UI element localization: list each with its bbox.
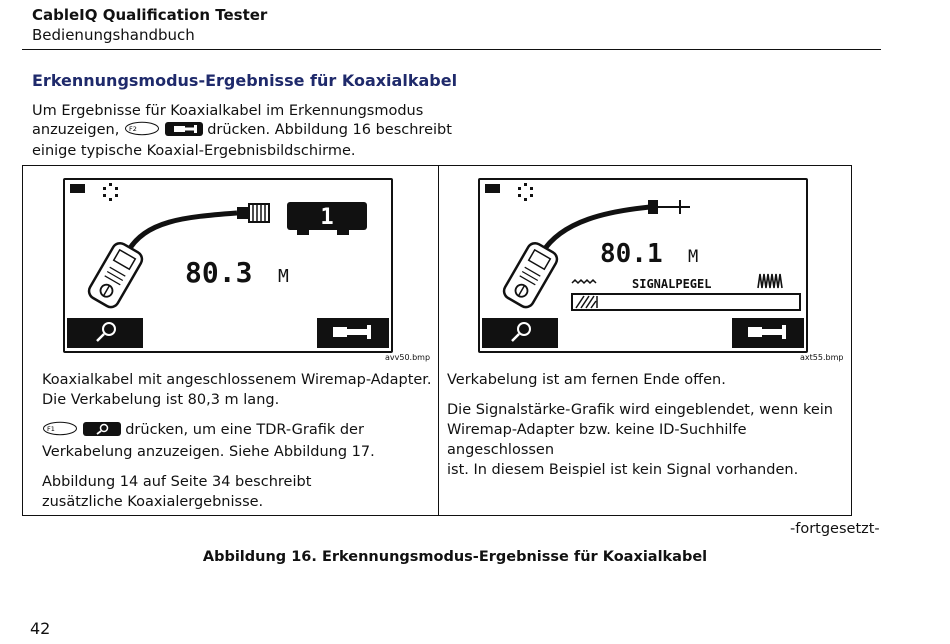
left-desc-line-1: Koaxialkabel mit angeschlossenem Wiremap-Adapter. xyxy=(42,372,432,388)
right-desc-line-4: ist. In diesem Beispiel ist kein Signal vorhanden. xyxy=(447,462,799,478)
right-desc-paragraph-2 xyxy=(447,400,847,480)
page-number: 42 xyxy=(30,619,51,638)
tester-device-icon xyxy=(501,240,560,310)
f2-softkey-label: F2 xyxy=(128,125,137,133)
left-desc-line-6: zusätzliche Koaxialergebnisse. xyxy=(42,494,264,510)
right-desc-line-1: Verkabelung ist am fernen Ende offen. xyxy=(447,372,726,388)
battery-icon xyxy=(485,184,500,193)
f2-softkey-connector-button xyxy=(732,318,804,348)
signal-strength-bar xyxy=(572,294,800,310)
wiremap-id-badge xyxy=(287,202,367,235)
left-desc-line-2: Die Verkabelung ist 80,3 m lang. xyxy=(42,392,280,408)
f1-softkey-zoom-button xyxy=(67,318,143,348)
length-reading: 80.3 xyxy=(185,256,253,289)
left-desc-paragraph-3 xyxy=(42,472,432,512)
battery-icon xyxy=(70,184,85,193)
intro-paragraph xyxy=(32,102,462,161)
f1-softkey-zoom-button xyxy=(482,318,558,348)
figure-caption: Abbildung 16. Erkennungsmodus-Ergebnisse für Koaxialkabel xyxy=(202,549,708,565)
right-desc-paragraph-1 xyxy=(447,370,847,390)
right-desc-line-2: Die Signalstärke-Grafik wird eingeblendet, wenn kein xyxy=(447,402,833,418)
f1-softkey-icon xyxy=(42,421,78,442)
intro-line-1: Um Ergebnisse für Koaxialkabel im Erkennungsmodus xyxy=(32,103,424,119)
results-table xyxy=(22,165,852,516)
left-desc-line-5: Abbildung 14 auf Seite 34 beschreibt xyxy=(42,474,312,490)
length-unit: M xyxy=(688,247,699,267)
left-desc-paragraph-2 xyxy=(42,420,432,462)
header-rule xyxy=(22,49,881,50)
tester-device-icon xyxy=(86,240,145,310)
right-lcd-screen xyxy=(478,178,808,353)
left-lcd-screen xyxy=(63,178,393,353)
document-product-title: CableIQ Qualification Tester xyxy=(32,6,268,24)
loading-dots-icon xyxy=(103,183,118,201)
intro-line-3: einige typische Koaxial-Ergebnisbildschirme. xyxy=(32,143,356,159)
f2-softkey-icon xyxy=(124,121,160,142)
left-desc-paragraph-1 xyxy=(42,370,432,410)
f1-softkey-label: F1 xyxy=(47,425,55,433)
document-manual-subtitle: Bedienungshandbuch xyxy=(32,26,195,44)
left-description xyxy=(42,370,432,522)
zoom-key-icon xyxy=(83,422,121,442)
right-desc-line-3: Wiremap-Adapter bzw. keine ID-Suchhilfe angeschlossen xyxy=(447,422,747,458)
open-end-connector-icon xyxy=(648,200,690,214)
section-title: Erkennungsmodus-Ergebnisse für Koaxialkabel xyxy=(32,71,458,90)
left-desc-line-4: Verkabelung anzuzeigen. Siehe Abbildung 17. xyxy=(42,444,375,460)
coax-cable-icon xyxy=(127,213,237,253)
length-unit: M xyxy=(278,266,289,287)
left-desc-line-3-post: drücken, um eine TDR-Grafik der xyxy=(125,422,364,438)
intro-line-2 xyxy=(32,121,462,142)
wiremap-adapter-connector-icon xyxy=(237,204,269,222)
high-signal-wave-icon xyxy=(758,274,782,288)
right-description xyxy=(447,370,847,490)
signal-label: SIGNALPEGEL xyxy=(632,277,712,291)
right-bmp-filename: axt55.bmp xyxy=(800,353,844,362)
continued-note: -fortgesetzt- xyxy=(790,521,880,537)
connector-key-icon xyxy=(165,122,203,142)
signal-strength-fill xyxy=(574,296,597,308)
wiremap-id-number: 1 xyxy=(320,205,334,230)
intro-line-2-pre: anzuzeigen, xyxy=(32,122,120,138)
left-bmp-filename: avv50.bmp xyxy=(385,353,431,362)
length-reading: 80.1 xyxy=(600,239,663,269)
low-signal-wave-icon xyxy=(572,280,596,283)
loading-dots-icon xyxy=(518,183,533,201)
intro-line-2-post: drücken. Abbildung 16 beschreibt xyxy=(207,122,452,138)
table-column-divider xyxy=(438,166,439,515)
f2-softkey-connector-button xyxy=(317,318,389,348)
